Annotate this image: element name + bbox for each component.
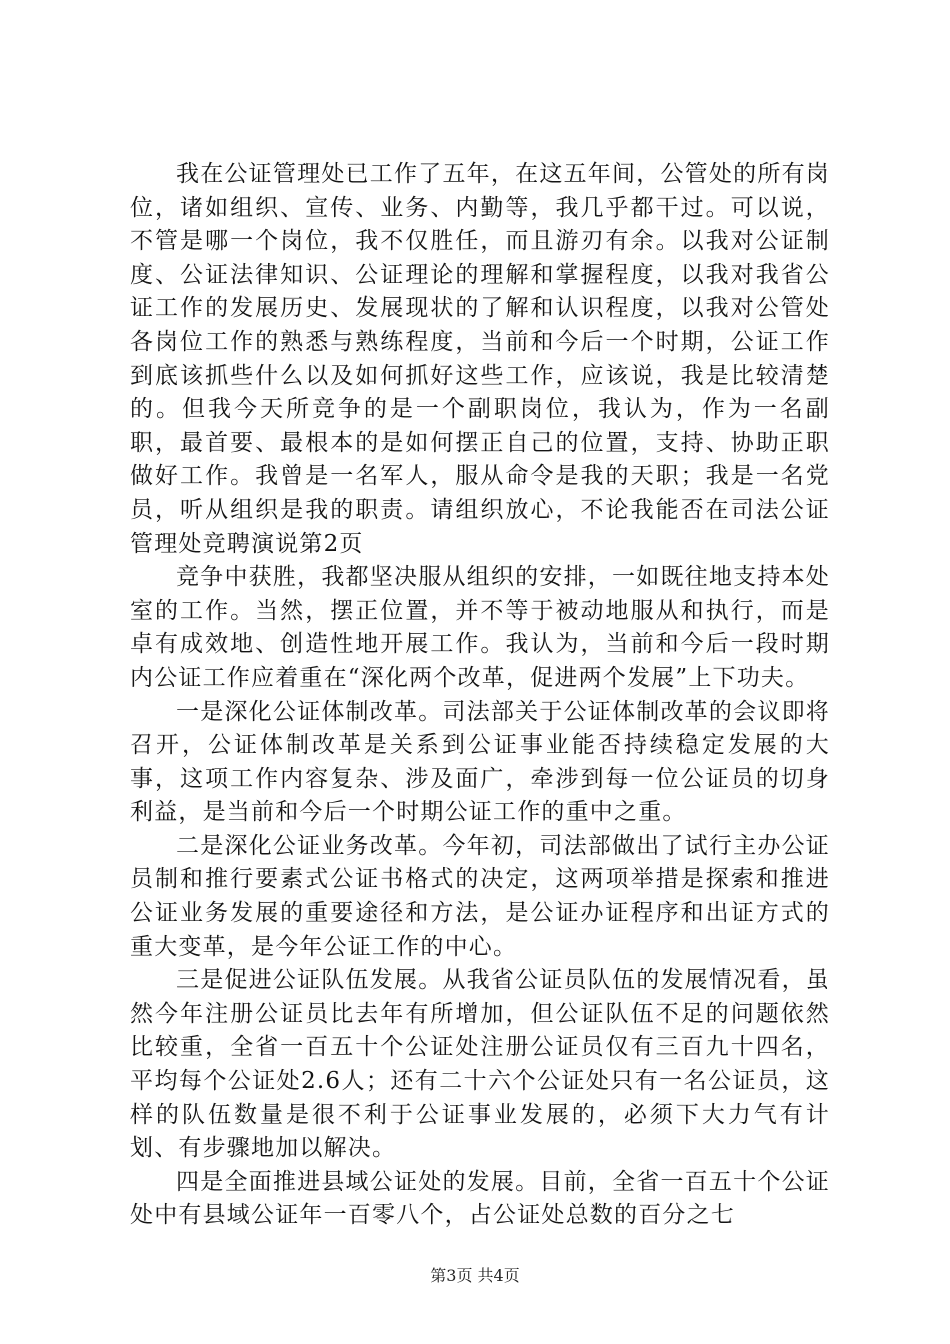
- page-number: 第3页 共4页: [430, 1266, 520, 1285]
- paragraph: 四是全面推进县域公证处的发展。目前，全省一百五十个公证处中有县域公证年一百零八个，占公证处总数的百分之七: [130, 1168, 830, 1229]
- document-body: [130, 158, 830, 1233]
- paragraph: 三是促进公证队伍发展。从我省公证员队伍的发展情况看，虽然今年注册公证员比去年有所增加，但公证队伍不足的问题依然比较重，全省一百五十个公证处注册公证员仅有三百九十四名，平均每个公证处2.6人；还有二十六个公证处只有一名公证员，这样的队伍数量是很不利于公证事业发展的，必须下大力气有计划、有步骤地加以解决。: [130, 967, 830, 1162]
- paragraph: 竞争中获胜，我都坚决服从组织的安排，一如既往地支持本处室的工作。当然，摆正位置，并不等于被动地服从和执行，而是卓有成效地、创造性地开展工作。我认为，当前和今后一段时期内公证工作应着重在“深化两个改革，促进两个发展”上下功夫。: [130, 564, 830, 691]
- paragraph: 二是深化公证业务改革。今年初，司法部做出了试行主办公证员制和推行要素式公证书格式的决定，这两项举措是探索和推进公证业务发展的重要途径和方法，是公证办证程序和出证方式的重大变革，是今年公证工作的中心。: [130, 832, 830, 960]
- paragraph: 我在公证管理处已工作了五年，在这五年间，公管处的所有岗位，诸如组织、宣传、业务、内勤等，我几乎都干过。可以说，不管是哪一个岗位，我不仅胜任，而且游刃有余。以我对公证制度、公证法律知识、公证理论的理解和掌握程度，以我对我省公证工作的发展历史、发展现状的了解和认识程度，以我对公管处各岗位工作的熟悉与熟练程度，当前和今后一个时期，公证工作到底该抓些什么以及如何抓好这些工作，应该说，我是比较清楚的。但我今天所竞争的是一个副职岗位，我认为，作为一名副职，最首要、最根本的是如何摆正自己的位置，支持、协助正职做好工作。我曾是一名军人，服从命令是我的天职；我是一名党员，听从组织是我的职责。请组织放心，不论我能否在司法公证管理处竞聘演说第2页: [130, 161, 830, 557]
- paragraph: 一是深化公证体制改革。司法部关于公证体制改革的会议即将召开，公证体制改革是关系到公证事业能否持续稳定发展的大事，这项工作内容复杂、涉及面广，牵涉到每一位公证员的切身利益，是当前和今后一个时期公证工作的重中之重。: [130, 698, 830, 826]
